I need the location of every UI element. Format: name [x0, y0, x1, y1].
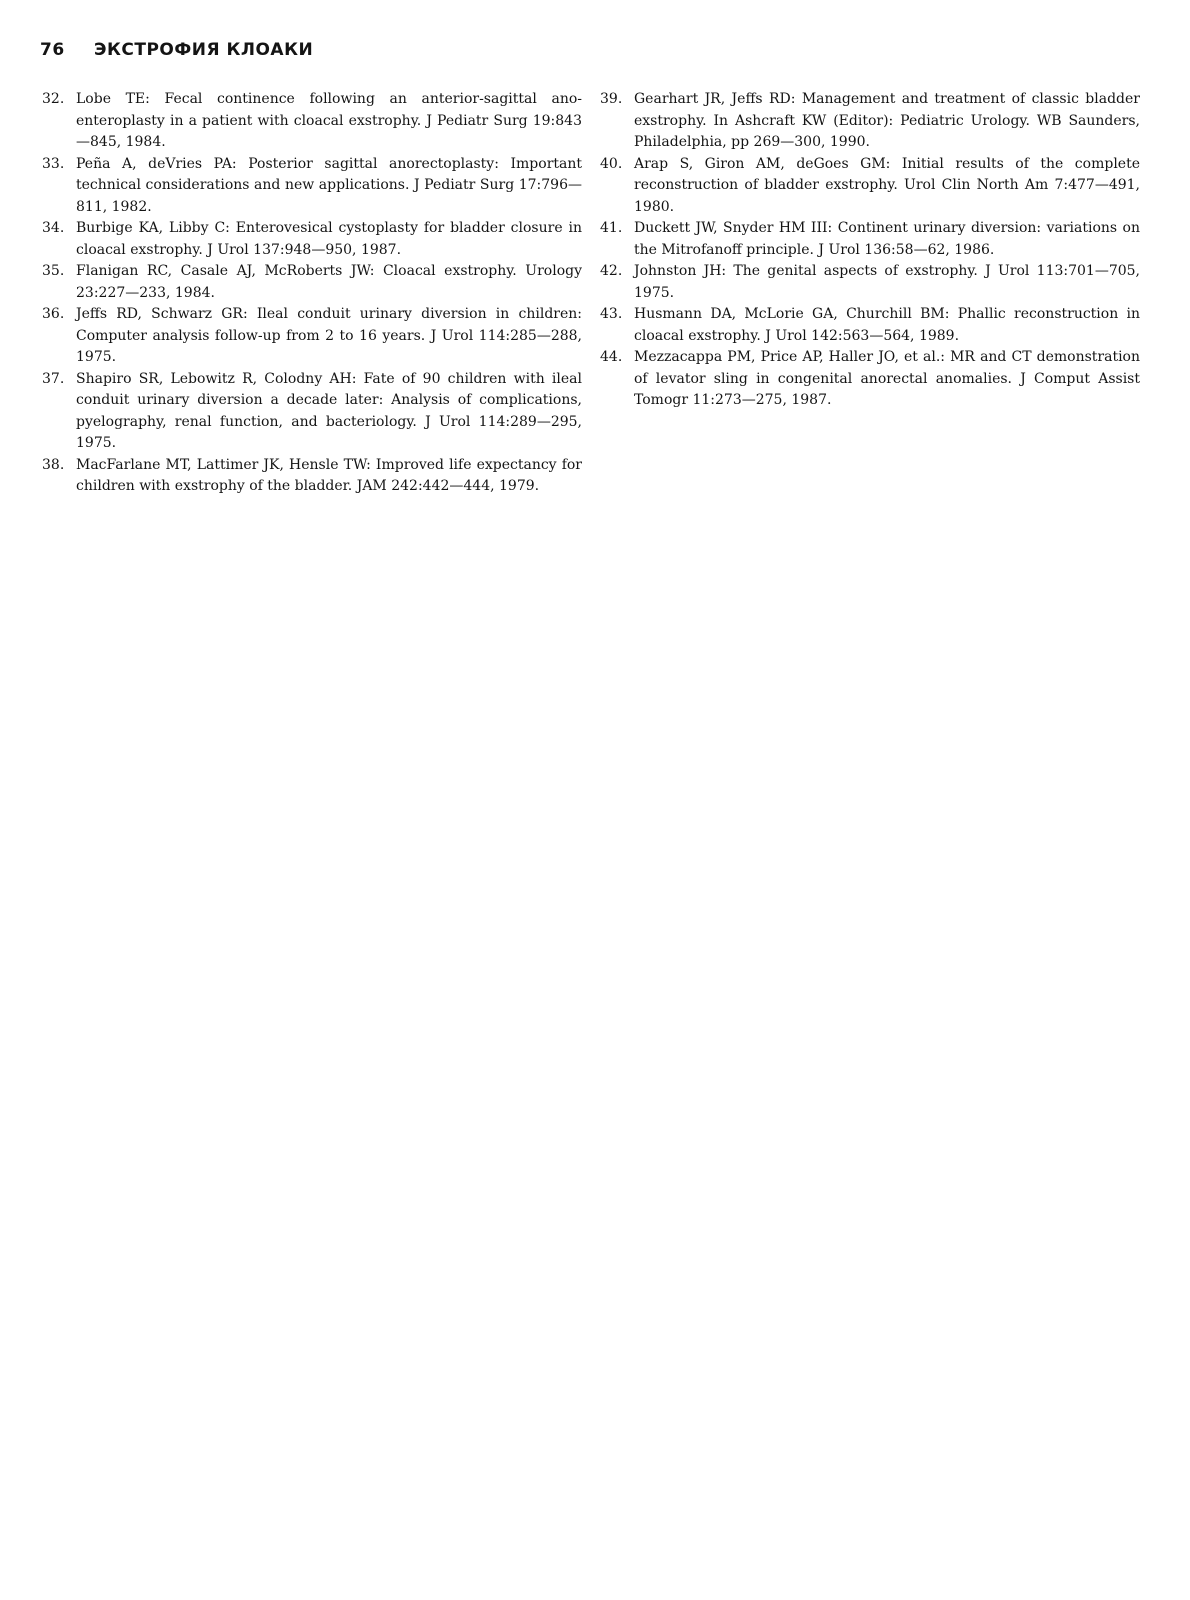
reference-text: Husmann DA, McLorie GA, Churchill BM: Phallic reconstruction in cloacal exstrophy. J Urol 142:563—564, 1989.: [634, 306, 1140, 344]
reference-text: Peña A, deVries PA: Posterior sagittal anorectoplasty: Important technical considerations and new applications. J Pediatr Surg 17:796—811, 1982.: [76, 155, 582, 215]
reference-item: [600, 347, 1140, 412]
reference-number: 38.: [42, 456, 65, 473]
reference-item: [42, 369, 582, 455]
reference-item: [600, 218, 1140, 261]
reference-item: [42, 89, 582, 154]
reference-text: MacFarlane MT, Lattimer JK, Hensle TW: Improved life expectancy for children with exstrophy of the bladder. JAM 242:442—444, 1979.: [76, 456, 582, 494]
reference-item: [42, 455, 582, 498]
reference-text: Gearhart JR, Jeffs RD: Management and treatment of classic bladder exstrophy. In Ashcraft KW (Editor): Pediatric Urology. WB Saunders, Philadelphia, pp 269—300, 1990.: [634, 91, 1140, 150]
reference-number: 42.: [600, 263, 623, 279]
running-title: ЭКСТРОФИЯ КЛОАКИ: [94, 40, 314, 60]
reference-item: [600, 89, 1140, 154]
reference-number: 39.: [600, 91, 623, 107]
reference-number: 35.: [42, 263, 65, 279]
reference-item: [42, 154, 582, 219]
reference-number: 44.: [600, 349, 623, 365]
reference-text: Arap S, Giron AM, deGoes GM: Initial results of the complete reconstruction of bladder exstrophy. Urol Clin North Am 7:477—491, 1980.: [634, 155, 1140, 215]
reference-number: 40.: [600, 155, 623, 172]
reference-number: 43.: [600, 306, 623, 322]
reference-number: 37.: [42, 370, 65, 387]
reference-text: Shapiro SR, Lebowitz R, Colodny AH: Fate of 90 children with ileal conduit urinary diversion a decade later: Analysis of complications, pyelography, renal function, and bacteriology. J Urol 114:289—295, 1975.: [76, 370, 582, 451]
reference-text: Burbige KA, Libby C: Enterovesical cystoplasty for bladder closure in cloacal exstrophy. J Urol 137:948—950, 1987.: [76, 220, 582, 258]
reference-number: 32.: [42, 91, 65, 107]
reference-number: 33.: [42, 155, 65, 172]
reference-text: Mezzacappa PM, Price AP, Haller JO, et al.: MR and CT demonstration of levator sling in congenital anorectal anomalies. J Comput Assist Tomogr 11:273—275, 1987.: [634, 349, 1140, 408]
reference-item: [42, 304, 582, 369]
running-header: [40, 40, 313, 66]
reference-item: [42, 261, 582, 304]
references-left-column: [42, 89, 582, 498]
reference-text: Lobe TE: Fecal continence following an anterior-sagittal ano-enteroplasty in a patient with cloacal exstrophy. J Pediatr Surg 19:843—845, 1984.: [76, 91, 582, 150]
reference-number: 34.: [42, 220, 65, 236]
reference-number: 36.: [42, 306, 65, 322]
reference-item: [42, 218, 582, 261]
reference-text: Duckett JW, Snyder HM III: Continent urinary diversion: variations on the Mitrofanoff principle. J Urol 136:58—62, 1986.: [634, 220, 1140, 258]
reference-text: Flanigan RC, Casale AJ, McRoberts JW: Cloacal exstrophy. Urology 23:227—233, 1984.: [76, 263, 582, 301]
reference-item: [600, 304, 1140, 347]
reference-item: [600, 261, 1140, 304]
reference-number: 41.: [600, 220, 623, 236]
page-number: 76: [40, 40, 65, 60]
reference-text: Johnston JH: The genital aspects of exstrophy. J Urol 113:701—705, 1975.: [634, 263, 1140, 301]
references-right-column: [600, 89, 1140, 412]
reference-text: Jeffs RD, Schwarz GR: Ileal conduit urinary diversion in children: Computer analysis follow-up from 2 to 16 years. J Urol 114:285—288, 1975.: [76, 306, 582, 365]
reference-item: [600, 154, 1140, 219]
